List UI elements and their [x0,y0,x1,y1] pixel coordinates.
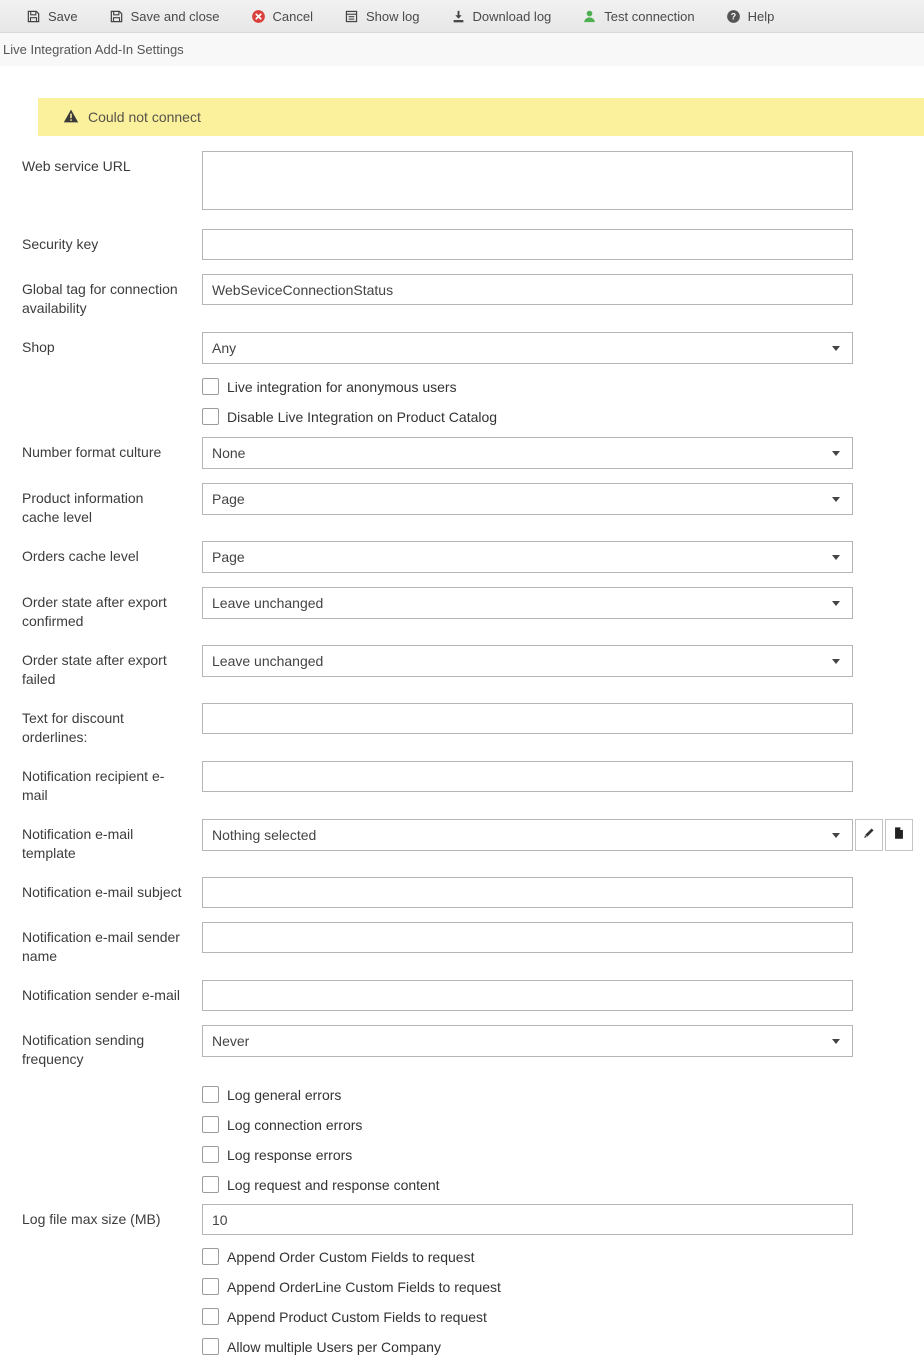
allow-multiple-users-checkbox[interactable] [202,1338,219,1355]
selected-value: Nothing selected [212,827,317,843]
field-label: Orders cache level [22,548,139,564]
checkbox-label: Append Order Custom Fields to request [227,1248,475,1265]
field-label: Notification e-mail sender name [22,929,180,964]
save-and-close-button[interactable] [109,9,220,24]
form-row [22,1025,853,1069]
alert-text: Could not connect [88,109,201,125]
form-row [22,980,853,1011]
test-connection-button[interactable] [582,9,694,24]
checkbox-label: Append OrderLine Custom Fields to request [227,1278,501,1295]
field-label: Notification e-mail subject [22,884,182,900]
checkbox-row [202,408,853,425]
toolbar [0,0,924,33]
field-label: Security key [22,236,99,252]
shop-select[interactable] [202,332,853,364]
help-label: Help [747,8,775,24]
chevron-down-icon [832,833,840,838]
warning-icon [63,108,79,127]
cancel-button[interactable] [251,9,313,24]
form-row [22,645,853,689]
field-label: Notification sender e-mail [22,987,180,1003]
show-log-button[interactable] [344,9,419,24]
form-row [22,437,853,469]
save-icon [109,9,124,24]
download-log-button[interactable] [451,9,552,24]
download-icon [451,9,466,24]
append-product-fields-checkbox[interactable] [202,1308,219,1325]
product-cache-level-select[interactable] [202,483,853,515]
checkbox-row [202,378,853,395]
append-order-fields-checkbox[interactable] [202,1248,219,1265]
cancel-icon [251,9,266,24]
checkbox-label: Disable Live Integration on Product Catalog [227,408,498,425]
form-row [22,819,853,863]
checkbox-label: Log general errors [227,1086,342,1103]
field-label: Order state after export confirmed [22,594,167,629]
form-row [22,274,853,318]
web-service-url-textarea[interactable] [202,151,853,210]
selected-value: Page [212,491,245,507]
checkbox-row [202,1278,853,1295]
checkbox-label: Log response errors [227,1146,353,1163]
log-connection-errors-checkbox[interactable] [202,1116,219,1133]
checkbox-label: Append Product Custom Fields to request [227,1308,487,1325]
help-icon [726,9,741,24]
new-template-button[interactable] [885,819,913,851]
form-row [22,151,853,215]
notification-template-select[interactable] [202,819,853,851]
form-row [22,1204,853,1235]
form-row [22,587,853,631]
form-row [22,761,853,805]
notification-frequency-select[interactable] [202,1025,853,1057]
download-log-label: Download log [472,8,552,24]
titlebar [0,33,924,66]
log-request-response-checkbox[interactable] [202,1176,219,1193]
checkbox-row [202,1116,853,1133]
checkbox-row [202,1146,853,1163]
connection-alert [38,98,924,136]
append-orderline-fields-checkbox[interactable] [202,1278,219,1295]
disable-live-integration-checkbox[interactable] [202,408,219,425]
chevron-down-icon [832,659,840,664]
field-label: Product information cache level [22,490,144,525]
selected-value: None [212,445,246,461]
selected-value: Leave unchanged [212,595,324,611]
field-label: Order state after export failed [22,652,167,687]
svg-text:?: ? [730,11,736,22]
discount-orderlines-input[interactable] [202,703,853,734]
selected-value: Page [212,549,245,565]
show-log-label: Show log [366,8,420,24]
field-label: Notification e-mail template [22,826,134,861]
selected-value: Leave unchanged [212,653,324,669]
checkbox-label: Live integration for anonymous users [227,378,457,395]
save-icon [26,9,41,24]
settings-form [22,151,853,1355]
selected-value: Any [212,340,237,356]
log-general-errors-checkbox[interactable] [202,1086,219,1103]
show-log-icon [344,9,359,24]
field-label: Log file max size (MB) [22,1211,161,1227]
security-key-input[interactable] [202,229,853,260]
field-label: Number format culture [22,444,162,460]
cancel-label: Cancel [272,8,314,24]
form-row [22,922,853,966]
checkbox-label: Allow multiple Users per Company [227,1338,441,1355]
notification-sender-email-input[interactable] [202,980,853,1011]
anonymous-users-checkbox[interactable] [202,378,219,395]
log-file-max-size-input[interactable] [202,1204,853,1235]
chevron-down-icon [832,1039,840,1044]
checkbox-row [202,1248,853,1265]
checkbox-row [202,1086,853,1103]
checkbox-row [202,1176,853,1193]
page-title: Live Integration Add-In Settings [3,42,184,57]
form-row [22,703,853,747]
chevron-down-icon [832,601,840,606]
field-label: Web service URL [22,158,131,174]
file-icon [892,826,906,845]
checkbox-label: Log request and response content [227,1176,440,1193]
form-row [22,541,853,573]
form-row [22,483,853,527]
test-connection-label: Test connection [604,8,695,24]
field-label: Text for discount orderlines: [22,710,124,745]
chevron-down-icon [832,346,840,351]
order-state-failed-select[interactable] [202,645,853,677]
notification-recipient-input[interactable] [202,761,853,792]
orders-cache-level-select[interactable] [202,541,853,573]
user-icon [582,9,597,24]
field-label: Notification sending frequency [22,1032,145,1067]
field-label: Shop [22,339,55,355]
checkbox-row [202,1308,853,1325]
checkbox-label: Log connection errors [227,1116,363,1133]
form-row [22,877,853,908]
chevron-down-icon [832,497,840,502]
chevron-down-icon [832,555,840,560]
save-label: Save [48,8,78,24]
form-row [22,229,853,260]
notification-sender-name-input[interactable] [202,922,853,953]
field-label: Global tag for connection availability [22,281,178,316]
order-state-confirmed-select[interactable] [202,587,853,619]
form-row [22,332,853,364]
log-response-errors-checkbox[interactable] [202,1146,219,1163]
edit-icon [862,826,876,845]
template-actions [855,819,913,851]
chevron-down-icon [832,451,840,456]
save-button[interactable] [26,9,78,24]
notification-subject-input[interactable] [202,877,853,908]
number-format-culture-select[interactable] [202,437,853,469]
edit-template-button[interactable] [855,819,883,851]
save-and-close-label: Save and close [130,8,220,24]
help-button[interactable] [726,9,775,24]
field-label: Notification recipient e-mail [22,768,165,803]
global-tag-input[interactable] [202,274,853,305]
selected-value: Never [212,1033,250,1049]
checkbox-row [202,1338,853,1355]
